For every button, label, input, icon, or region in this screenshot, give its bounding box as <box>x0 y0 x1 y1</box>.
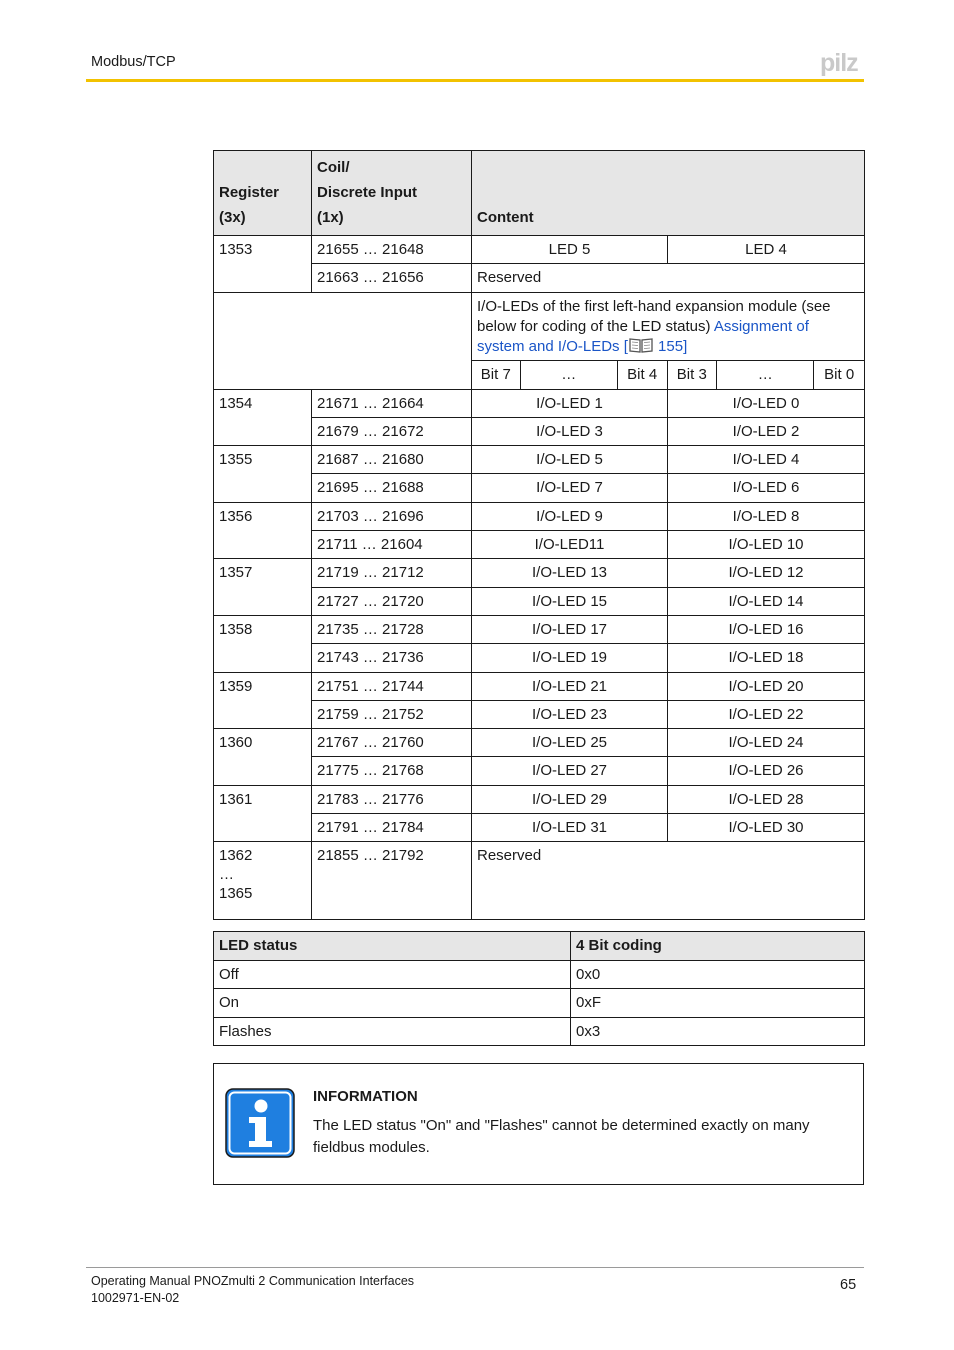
coil-cell: 21655 … 21648 <box>312 236 472 264</box>
register-cell: 1358 <box>214 615 312 672</box>
content-cell: I/O-LED 28 <box>668 785 865 813</box>
content-cell: I/O-LED 3 <box>472 417 668 445</box>
information-box <box>213 1063 864 1185</box>
table-row <box>214 700 865 728</box>
content-cell: I/O-LED 8 <box>668 502 865 530</box>
register-cell: 1360 <box>214 729 312 786</box>
coil-cell: 21687 … 21680 <box>312 446 472 474</box>
book-icon <box>628 337 654 353</box>
register-cell: 1354 <box>214 389 312 446</box>
bit-label: Bit 4 <box>617 361 667 389</box>
content-cell: I/O-LED 0 <box>668 389 865 417</box>
header-title: Modbus/TCP <box>91 54 176 70</box>
content-cell: I/O-LED 15 <box>472 587 668 615</box>
register-cell: 1357 <box>214 559 312 616</box>
content-cell: I/O-LED 2 <box>668 417 865 445</box>
coil-cell: 21727 … 21720 <box>312 587 472 615</box>
coil-cell: 21791 … 21784 <box>312 814 472 842</box>
register-table <box>213 150 865 920</box>
content-cell: I/O-LED 30 <box>668 814 865 842</box>
coil-cell: 21751 … 21744 <box>312 672 472 700</box>
reserved-cell: Reserved <box>472 264 865 292</box>
footer-doc-title: Operating Manual PNOZmulti 2 Communication Interfaces <box>91 1274 415 1288</box>
bit-label: Bit 3 <box>667 361 717 389</box>
empty-cell <box>214 292 472 389</box>
content-cell: I/O-LED 9 <box>472 502 668 530</box>
content-cell: I/O-LED 10 <box>668 531 865 559</box>
table-row <box>214 757 865 785</box>
header-content: Content <box>472 151 865 236</box>
content-cell: I/O-LED 22 <box>668 700 865 728</box>
coil-cell: 21703 … 21696 <box>312 502 472 530</box>
header-led-status: LED status <box>214 932 571 961</box>
register-cell: 1355 <box>214 446 312 503</box>
table-row <box>214 615 865 643</box>
footer-rule <box>86 1267 864 1268</box>
coil-cell: 21743 … 21736 <box>312 644 472 672</box>
bit-label: … <box>520 361 617 389</box>
table-row <box>214 1017 865 1046</box>
register-cell: 1362 … 1365 <box>214 842 312 920</box>
content-cell: I/O-LED 6 <box>668 474 865 502</box>
content-cell: I/O-LED 4 <box>668 446 865 474</box>
led-table-header <box>214 932 865 961</box>
info-icon <box>225 1088 295 1158</box>
bit-label: … <box>716 361 813 389</box>
led-status-cell: Flashes <box>214 1017 571 1046</box>
information-title: INFORMATION <box>313 1088 418 1105</box>
content-cell: I/O-LED 21 <box>472 672 668 700</box>
content-cell: LED 4 <box>668 236 865 264</box>
led-status-cell: On <box>214 989 571 1018</box>
header-bit-coding: 4 Bit coding <box>571 932 865 961</box>
bit-label: Bit 7 <box>480 366 511 384</box>
content-cell: I/O-LED 29 <box>472 785 668 813</box>
content-cell: I/O-LED 27 <box>472 757 668 785</box>
table-row <box>214 417 865 445</box>
page-number: 65 <box>840 1277 857 1293</box>
coil-cell: 21663 … 21656 <box>312 264 472 292</box>
header-register: Register (3x) <box>214 151 312 236</box>
table-row <box>214 389 865 417</box>
content-cell: I/O-LED 17 <box>472 615 668 643</box>
content-cell: I/O-LED 14 <box>668 587 865 615</box>
content-cell: I/O-LED 13 <box>472 559 668 587</box>
content-cell: I/O-LED11 <box>472 531 668 559</box>
content-cell: I/O-LED 20 <box>668 672 865 700</box>
assignment-link[interactable]: Assignment of system and I/O-LEDs [ 155] <box>477 317 809 355</box>
bit-coding-cell: 0x3 <box>571 1017 865 1046</box>
table-row <box>214 644 865 672</box>
bit-label: Bit 0 <box>813 361 864 389</box>
content-cell: I/O-LED 19 <box>472 644 668 672</box>
footer-document-info <box>91 1273 414 1307</box>
content-cell: I/O-LED 7 <box>472 474 668 502</box>
pilz-logo <box>820 50 864 76</box>
content-cell: I/O-LED 12 <box>668 559 865 587</box>
description-row <box>214 292 865 360</box>
register-cell: 1353 <box>214 236 312 293</box>
table-row <box>214 531 865 559</box>
coil-cell: 21711 … 21604 <box>312 531 472 559</box>
coil-cell: 21775 … 21768 <box>312 757 472 785</box>
bit-coding-cell: 0xF <box>571 989 865 1018</box>
table-row <box>214 672 865 700</box>
table-row <box>214 502 865 530</box>
coil-cell: 21719 … 21712 <box>312 559 472 587</box>
table-row <box>214 474 865 502</box>
content-cell: I/O-LED 1 <box>472 389 668 417</box>
coil-cell: 21759 … 21752 <box>312 700 472 728</box>
svg-text:pilz: pilz <box>820 50 858 76</box>
register-cell: 1361 <box>214 785 312 842</box>
bits-cell <box>472 360 865 389</box>
table-row <box>214 236 865 264</box>
table-row <box>214 785 865 813</box>
reserved-cell: Reserved <box>472 842 865 920</box>
coil-cell: 21767 … 21760 <box>312 729 472 757</box>
content-cell: I/O-LED 31 <box>472 814 668 842</box>
table-row <box>214 989 865 1018</box>
content-cell: LED 5 <box>472 236 668 264</box>
table-row <box>214 587 865 615</box>
table-row <box>214 446 865 474</box>
led-status-table <box>213 931 865 1046</box>
table-row <box>214 559 865 587</box>
register-cell: 1359 <box>214 672 312 729</box>
coil-cell: 21695 … 21688 <box>312 474 472 502</box>
register-cell: 1356 <box>214 502 312 559</box>
content-cell: I/O-LED 5 <box>472 446 668 474</box>
footer-doc-number: 1002971-EN-02 <box>91 1291 180 1305</box>
content-cell: I/O-LED 23 <box>472 700 668 728</box>
coil-cell: 21735 … 21728 <box>312 615 472 643</box>
register-table-header <box>214 151 865 236</box>
content-cell: I/O-LED 26 <box>668 757 865 785</box>
content-cell: I/O-LED 25 <box>472 729 668 757</box>
content-cell: I/O-LED 24 <box>668 729 865 757</box>
header-coil: Coil/ Discrete Input (1x) <box>312 151 472 236</box>
coil-cell: 21855 … 21792 <box>312 842 472 920</box>
table-row <box>214 960 865 989</box>
bit-coding-cell: 0x0 <box>571 960 865 989</box>
table-row <box>214 814 865 842</box>
information-text: The LED status "On" and "Flashes" cannot be determined exactly on many fieldbus modules. <box>313 1117 810 1156</box>
table-row <box>214 729 865 757</box>
table-row <box>214 842 865 920</box>
header-rule <box>86 79 864 82</box>
description-cell: I/O-LEDs of the first left-hand expansion module (see below for coding of the LED status) Assignment of system and I/O-LEDs [ 155] <box>472 292 865 360</box>
led-status-cell: Off <box>214 960 571 989</box>
table-row <box>214 264 865 292</box>
coil-cell: 21671 … 21664 <box>312 389 472 417</box>
content-cell: I/O-LED 18 <box>668 644 865 672</box>
coil-cell: 21783 … 21776 <box>312 785 472 813</box>
coil-cell: 21679 … 21672 <box>312 417 472 445</box>
content-cell: I/O-LED 16 <box>668 615 865 643</box>
